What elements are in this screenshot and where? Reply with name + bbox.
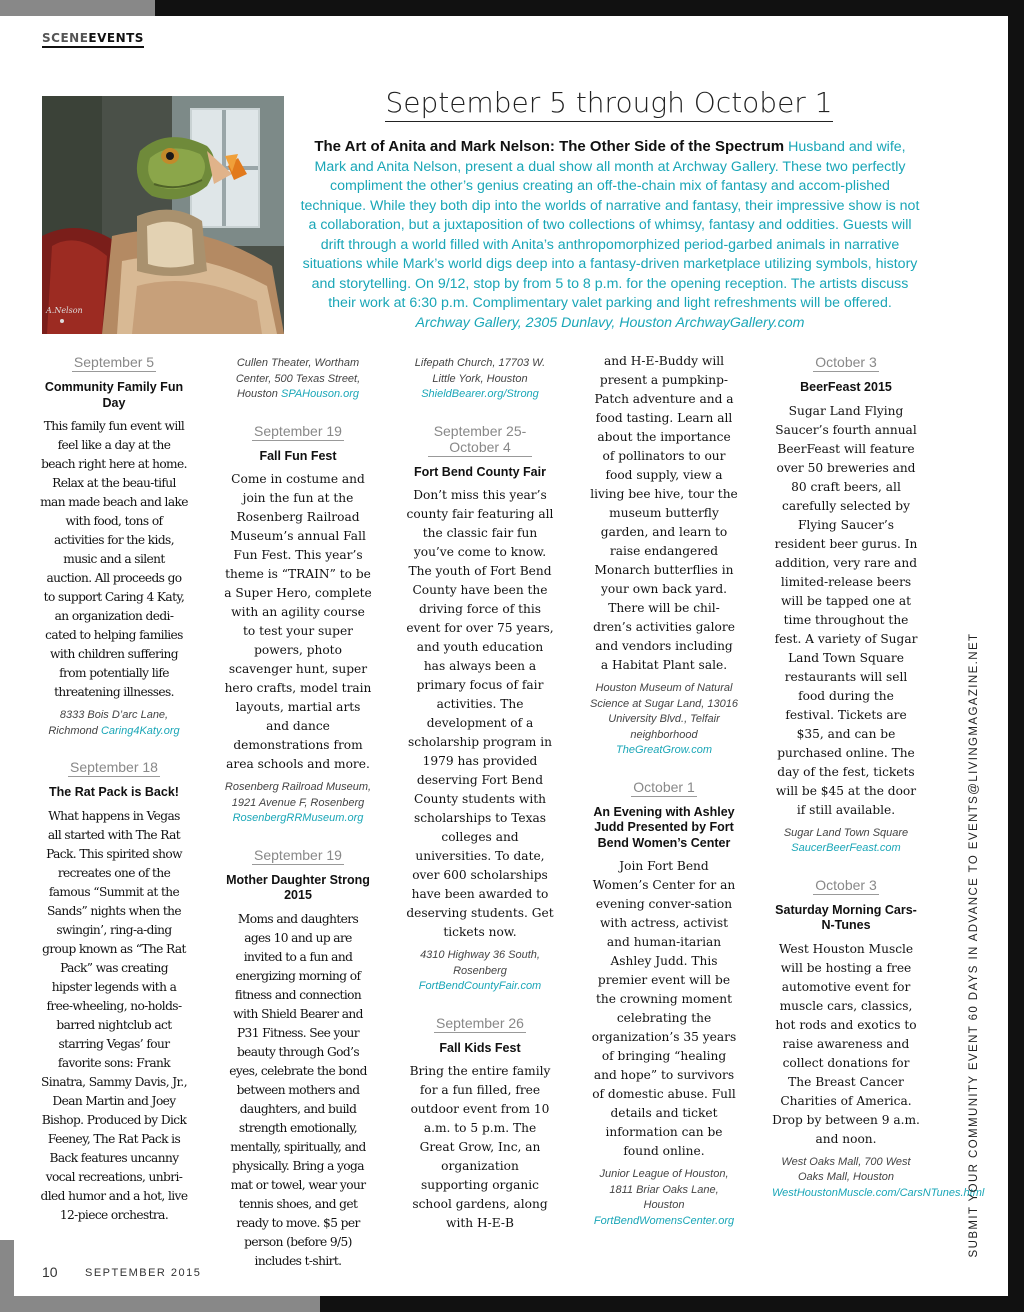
events-column-1 [40,352,188,1225]
section-tag [42,31,144,48]
hero-painting [42,96,284,334]
event-location [590,1167,738,1229]
event-description: This family fun event will feel like a day at the beach right here at home. Relax at the beau-tiful man made beach and lake with food, tons of activities for the kids, music and a silent auction. All proceeds go to support Caring 4 Katy, an organization dedi-cated to helping families with children suffering from potentially life threatening illnesses. [40,419,188,699]
hero-article-body: Husband and wife, Mark and Anita Nelson, present a dual show all month at Archway Gallery. These two perfectly compliment the other’s genius creating an off-the-chain mix of fantasy and accom-plished technique. While they both dip into the worlds of narrative and fantasy, their impressive show is not a collaboration, but a juxtaposition of two collections of whimsy, fantasy and oddities. Guests will drift through a world filled with Anita’s anthropomorphized period-garbed animals in narrative situations while Mark’s world digs deep into a fantasy-driven marketplace utilizing symbols, history and storytelling. On 9/12, stop by from 5 to 8 p.m. for the opening reception. The artists discuss their work at 6:30 p.m. Complimentary valet parking and light refreshments will be offered. [300,139,920,311]
event-address: Rosenberg Railroad Museum, 1921 Avenue F, Rosenberg [224,781,372,809]
section-tag-dark: EVENTS [88,31,144,45]
event-title: BeerFeast 2015 [800,380,892,394]
event-title: Saturday Morning Cars-N-Tunes [775,902,917,932]
event-description: Sugar Land Flying Saucer’s fourth annual BeerFeast will feature over 50 breweries and 80 craft beers, all carefully selected by Flying Saucer’s resident beer gurus. In addition, very rare and limited-release beers will be tapped one at time throughout the fest. A variety of Sugar Land Town Square restaurants will sell food during the festival. Tickets are $35, and can be purchased online. The day of the fest, tickets will be $45 at the door if still available. [774,403,918,817]
event-link[interactable]: WestHoustonMuscle.com/CarsNTunes.html [772,1186,985,1199]
event-location [224,356,372,403]
event-date: September 25-October 4 [428,423,532,457]
page-frame-right [1008,0,1024,1312]
event-description: Moms and daughters ages 10 and up are invited to a fun and energizing morning of fitness and connection with Shield Bearer and P31 Fitness. See your beauty through God’s eyes, celebrate the bond between mothers and daughters, and build strength emotionally, mentally, spiritually, and physically. Bring a yoga mat or towel, wear your tennis shoes, and get ready to move. $5 per person (before 9/5) includes t-shirt. [229,911,367,1268]
event-address: 4310 Highway 36 South, Rosenberg [420,949,540,977]
event-description: What happens in Vegas all started with The Rat Pack. This spirited show recreates one of the famous “Summit at the Sands” nights when the swingin’, ring-a-ding group known as “The Rat Pack” was creating hipster legends with a free-wheeling, no-holds-barred nightclub act starring Vegas’ four favorite sons: Frank Sinatra, Sammy Davis, Jr., Dean Martin and Joey Bishop. Produced by Dick Feeney, The Rat Pack is Back features uncanny vocal recreations, unbri-dled humor and a hot, live 12-piece orchestra. [40,808,188,1222]
event-location [406,356,554,403]
event-link[interactable]: Caring4Katy.org [100,724,180,737]
event-date: September 26 [436,1014,524,1031]
event-date: September 19 [254,422,342,439]
hero-article [300,137,920,333]
event-location [40,708,188,739]
hero-article-title: The Art of Anita and Mark Nelson: The Other Side of the Spectrum [314,138,785,155]
submission-note-text: SUBMIT YOUR COMMUNITY EVENT 60 DAYS IN ADVANCE TO EVENTS@LIVINGMAGAZINE.NET [968,632,980,1258]
event-date: September 18 [70,759,158,775]
submission-note [962,632,986,1258]
event-link[interactable]: FortBendCountyFair.com [418,980,542,992]
event-address: Lifepath Church, 17703 W. Little York, Houston [414,357,546,385]
event-link[interactable]: SaucerBeerFeast.com [791,842,901,854]
event-description: Don’t miss this year’s county fair featuring all the classic fair fun you’ve come to know. The youth of Fort Bend County have been the driving force of this event for over 75 years, and youth education has always been a primary focus of fair activities. The development of a scholarship program in 1979 has provided deserving Fort Bend County students with scholarships to Texas colleges and universities. To date, over 600 scholarships have been awarded to deserving students. Get tickets now. [406,488,554,939]
event-link[interactable]: FortBendWomensCenter.org [593,1214,735,1227]
hero-article-venue[interactable]: Archway Gallery, 2305 Dunlavy, Houston ArchwayGallery.com [415,314,805,331]
event-description: Join Fort Bend Women’s Center for an evening conver-sation with actress, activist and human-itarian Ashley Judd. This premier event will be the crowning moment celebrating the organization’s 35 years of bringing “healing and hope” to survivors of domestic abuse. Full details and ticket information can be found online. [591,859,737,1158]
event-address: West Oaks Mall, 700 West Oaks Mall, Houston [781,1155,911,1183]
page-frame-top-left [0,0,155,16]
event-date: October 1 [633,778,695,795]
event-location [590,681,738,759]
event-location [772,826,920,857]
events-column-4 [590,352,738,1229]
section-tag-light: SCENE [42,31,89,45]
event-title: Fort Bend County Fair [414,464,546,479]
event-link[interactable]: SPAHouson.org [280,388,360,400]
events-column-2 [224,352,372,1271]
event-link[interactable]: TheGreatGrow.com [616,744,712,756]
event-title: An Evening with Ashley Judd Presented by Fort Bend Women’s Center [593,804,735,850]
event-description: West Houston Muscle will be hosting a free automotive event for muscle cars, classics, hot rods and exotics to raise awareness and collect donations for The Breast Cancer Charities of America. Drop by between 9 a.m. and noon. [772,941,920,1146]
page-number: 10 [42,1264,58,1280]
event-location [772,1155,985,1202]
event-description: and H-E-Buddy will present a pumpkinp-Patch adventure and a food tasting. Learn all about the importance of pollinators to our food supply, view a living bee hive, tour the museum butterfly garden, and learn to raise endangered Monarch butterflies in your own back yard. There will be chil-dren’s activities galore and vendors including a Habitat Plant sale. [590,354,738,672]
event-date: October 3 [815,876,877,893]
event-address: 8333 Bois D’arc Lane, Richmond [48,709,169,737]
page-frame-top [155,0,1024,16]
event-date: September 5 [73,354,155,370]
event-title: Fall Kids Fest [439,1040,521,1055]
event-description: Bring the entire family for a fun filled, free outdoor event from 10 a.m. to 5 p.m. The Great Grow, Inc, an organization supporting organic school gardens, along with H-E-B [409,1064,551,1230]
event-title: The Rat Pack is Back! [49,785,179,799]
event-date: September 19 [254,846,342,863]
event-link[interactable]: ShieldBearer.org/Strong [421,388,539,400]
event-description: Come in costume and join the fun at the Rosenberg Railroad Museum’s annual Fall Fun Fest. This year’s theme is “TRAIN” to be a Super Hero, complete with an agility course to test your super powers, photo scavenger hunt, super hero crafts, model train layouts, martial arts and dance demonstrations from area schools and more. [224,472,372,771]
hero-heading-text: September 5 through October 1 [385,86,832,122]
event-title: Mother Daughter Strong 2015 [226,872,370,902]
events-column-3 [406,352,554,1233]
event-title: Fall Fun Fest [259,448,337,463]
page-frame-bottom-left [0,1296,320,1312]
event-location [406,948,554,995]
issue-date: SEPTEMBER 2015 [85,1267,202,1279]
event-title: Community Family Fun Day [44,380,184,410]
event-address: Junior League of Houston, 1811 Briar Oaks Lane, Houston [599,1168,729,1211]
event-address: Houston Museum of Natural Science at Sugar Land, 13016 University Blvd., Telfair neighborhood [590,682,739,741]
event-address: Sugar Land Town Square [783,826,909,839]
hero-heading [292,86,926,119]
event-location [224,780,372,827]
event-date: October 3 [815,354,877,370]
painting-signature: A.Nelson [46,306,83,315]
event-link[interactable]: RosenbergRRMuseum.org [232,812,364,824]
event-address: Cullen Theater, Wortham Center, 500 Texas Street, Houston [235,357,361,400]
page-frame-bottom [320,1296,1024,1312]
